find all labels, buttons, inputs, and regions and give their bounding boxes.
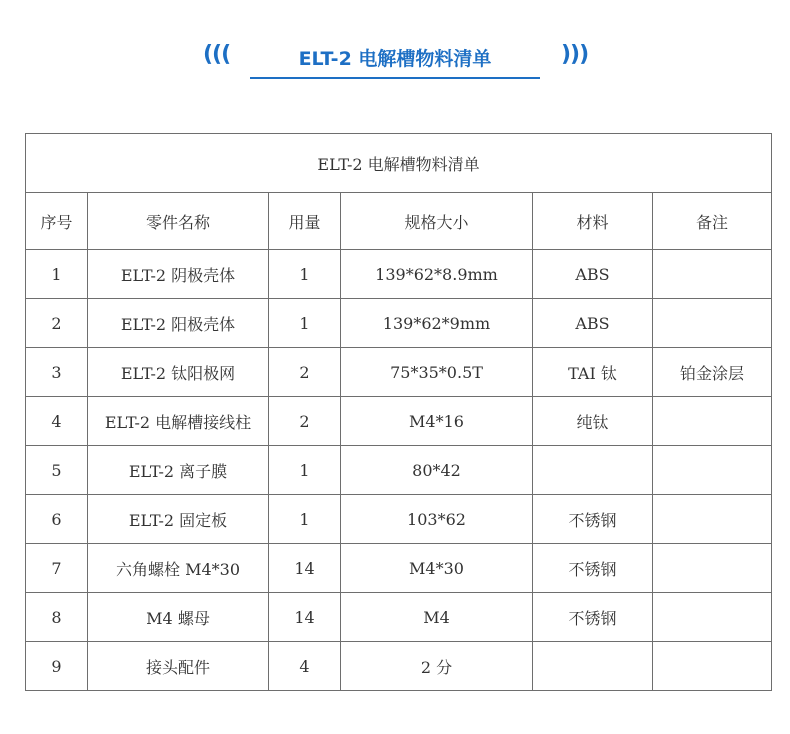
cell-quantity: 1	[269, 299, 341, 348]
cell-index: 2	[26, 299, 88, 348]
cell-part-name: M4 螺母	[88, 593, 269, 642]
table-title: ELT-2 电解槽物料清单	[26, 134, 772, 193]
cell-quantity: 2	[269, 348, 341, 397]
cell-remarks	[653, 495, 772, 544]
cell-part-name: 接头配件	[88, 642, 269, 691]
cell-quantity: 14	[269, 593, 341, 642]
cell-spec: 80*42	[341, 446, 533, 495]
cell-index: 8	[26, 593, 88, 642]
cell-spec: 2 分	[341, 642, 533, 691]
header-part-name: 零件名称	[88, 193, 269, 250]
cell-material: ABS	[533, 250, 653, 299]
table-body	[26, 250, 772, 691]
cell-remarks	[653, 299, 772, 348]
cell-material: TAI 钛	[533, 348, 653, 397]
cell-index: 1	[26, 250, 88, 299]
cell-part-name: ELT-2 离子膜	[88, 446, 269, 495]
cell-index: 6	[26, 495, 88, 544]
banner-right-mark: )))	[561, 42, 589, 67]
cell-index: 9	[26, 642, 88, 691]
cell-remarks	[653, 593, 772, 642]
header-remarks: 备注	[653, 193, 772, 250]
cell-spec: 75*35*0.5T	[341, 348, 533, 397]
cell-spec: M4*16	[341, 397, 533, 446]
cell-spec: M4	[341, 593, 533, 642]
cell-part-name: ELT-2 固定板	[88, 495, 269, 544]
cell-remarks	[653, 642, 772, 691]
header-spec: 规格大小	[341, 193, 533, 250]
banner-title: ELT-2 电解槽物料清单	[298, 48, 492, 70]
cell-quantity: 1	[269, 495, 341, 544]
cell-quantity: 1	[269, 250, 341, 299]
cell-spec: M4*30	[341, 544, 533, 593]
table-title-row	[26, 134, 772, 193]
cell-material: 不锈钢	[533, 495, 653, 544]
cell-index: 5	[26, 446, 88, 495]
table-row	[26, 250, 772, 299]
cell-spec: 103*62	[341, 495, 533, 544]
header-index: 序号	[26, 193, 88, 250]
table-row	[26, 593, 772, 642]
table-row	[26, 348, 772, 397]
cell-index: 3	[26, 348, 88, 397]
cell-material	[533, 446, 653, 495]
header-material: 材料	[533, 193, 653, 250]
cell-material	[533, 642, 653, 691]
cell-part-name: ELT-2 钛阳极网	[88, 348, 269, 397]
banner-left-mark: (((	[203, 42, 231, 67]
cell-remarks	[653, 397, 772, 446]
cell-index: 7	[26, 544, 88, 593]
cell-part-name: ELT-2 电解槽接线柱	[88, 397, 269, 446]
banner-header	[0, 38, 790, 84]
header-quantity: 用量	[269, 193, 341, 250]
cell-part-name: ELT-2 阳极壳体	[88, 299, 269, 348]
cell-material: 纯钛	[533, 397, 653, 446]
table-row	[26, 642, 772, 691]
table-row	[26, 446, 772, 495]
cell-quantity: 14	[269, 544, 341, 593]
cell-remarks	[653, 446, 772, 495]
cell-spec: 139*62*9mm	[341, 299, 533, 348]
table-row	[26, 397, 772, 446]
cell-material: ABS	[533, 299, 653, 348]
cell-spec: 139*62*8.9mm	[341, 250, 533, 299]
cell-material: 不锈钢	[533, 544, 653, 593]
cell-remarks: 铂金涂层	[653, 348, 772, 397]
table-row	[26, 495, 772, 544]
table-row	[26, 299, 772, 348]
cell-material: 不锈钢	[533, 593, 653, 642]
cell-part-name: ELT-2 阴极壳体	[88, 250, 269, 299]
table-row	[26, 544, 772, 593]
cell-quantity: 1	[269, 446, 341, 495]
cell-quantity: 4	[269, 642, 341, 691]
cell-part-name: 六角螺栓 M4*30	[88, 544, 269, 593]
cell-index: 4	[26, 397, 88, 446]
table-header-row	[26, 193, 772, 250]
bill-of-materials-table	[25, 133, 772, 691]
cell-quantity: 2	[269, 397, 341, 446]
cell-remarks	[653, 544, 772, 593]
cell-remarks	[653, 250, 772, 299]
banner-underline	[250, 77, 540, 79]
